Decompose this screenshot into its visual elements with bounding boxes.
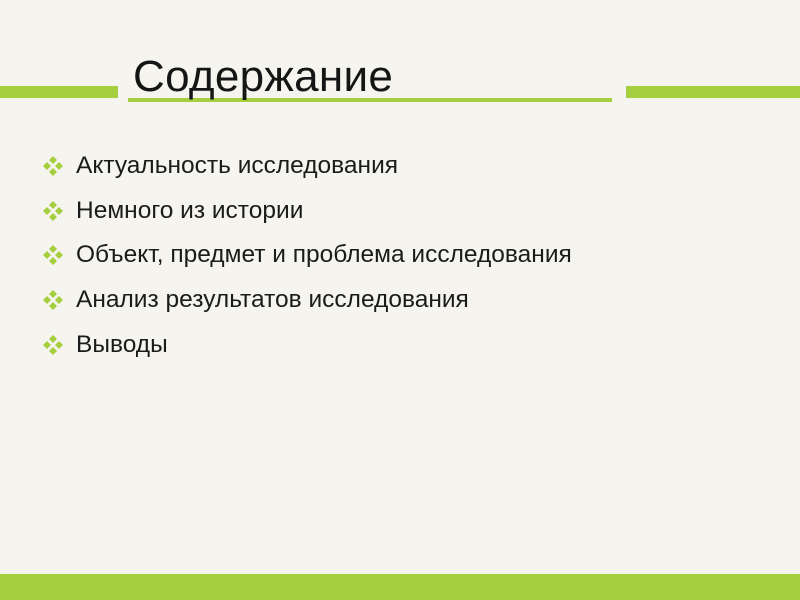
list-item-label: Выводы <box>76 330 168 358</box>
list-item <box>40 189 572 234</box>
four-diamond-bullet-icon <box>40 332 66 358</box>
list-item <box>40 322 572 367</box>
four-diamond-bullet-icon <box>40 242 66 268</box>
list-item-label: Анализ результатов исследования <box>76 286 469 314</box>
four-diamond-bullet-icon <box>40 198 66 224</box>
list-item-label: Немного из истории <box>76 196 304 224</box>
footer-accent-bar <box>0 574 800 600</box>
four-diamond-bullet-icon <box>40 153 66 179</box>
list-item <box>40 278 572 323</box>
header-accent-bar-left <box>0 86 118 98</box>
contents-list <box>40 144 572 367</box>
list-item-label: Объект, предмет и проблема исследования <box>76 241 572 269</box>
list-item <box>40 233 572 278</box>
list-item-label: Актуальность исследования <box>76 152 399 180</box>
slide-title: Содержание <box>133 52 394 101</box>
header-accent-bar-right <box>626 86 800 98</box>
list-item <box>40 144 572 189</box>
four-diamond-bullet-icon <box>40 287 66 313</box>
